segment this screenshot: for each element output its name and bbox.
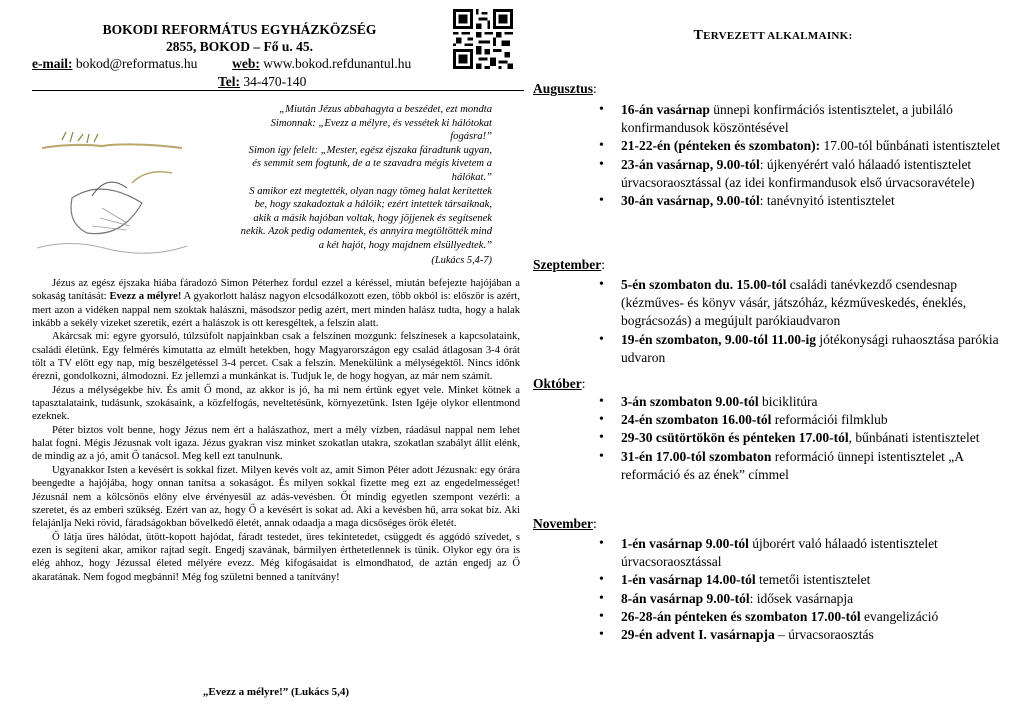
event-item: • 8-án vasárnap 9.00-tól: idősek vasárnapja <box>621 590 1013 608</box>
event-list <box>621 535 1013 644</box>
event-item: • 30-án vasárnap, 9.00-tól: tanévnyitó istentisztelet <box>621 192 1013 210</box>
event-item: • 29-én advent I. vasárnapja – úrvacsoraosztás <box>621 626 1013 644</box>
event-item: • 19-én szombaton, 9.00-tól 11.00-ig jótékonysági ruhaosztása parókia udvaron <box>621 331 1013 367</box>
quote-line: nekik. Azok pedig odamentek, és annyira megtöltötték mind <box>240 226 492 238</box>
quote-line: be, hogy szakadoztak a hálóik; ezért intettek társaiknak, <box>254 199 492 211</box>
closing-verse: „Evezz a mélyre!” (Lukács 5,4) <box>202 686 350 698</box>
event-item: • 3-án szombaton 9.00-tól biciklitúra <box>621 393 1013 411</box>
org-address: 2855, BOKOD – Fő u. 45. <box>165 39 313 54</box>
event-list <box>621 101 1013 210</box>
phone-line <box>218 74 306 90</box>
month-heading: Október: <box>533 376 586 391</box>
event-list <box>621 393 1013 484</box>
qr-code-icon <box>453 9 513 69</box>
event-item: • 5-én szombaton du. 15.00-tól családi tanévkezdő csendesnap (kézműves- és könyv vásár, játszóház, kézművesked​és, éneklés, bográcsozás) a megújult parókiaudvaron <box>621 276 1013 331</box>
quote-line: Simonnak: „Evezz a mélyre, és vessétek ki hálótokat <box>270 117 492 129</box>
schedule-title: TERVEZETT ALKALMAINK: <box>693 28 853 43</box>
event-item: • 26-28-án pénteken és szombaton 17.00-tól evangelizáció <box>621 608 1013 626</box>
body-paragraph: Jézus a mélységekbe hív. És amit Ő mond, az akkor is jó, ha mi nem értünk egyet vele. Minket kötnek a tapasztalataink, tudásunk, szokásaink, a közfelfogás, neveltetésünk, környezetünk. Isten Igéje olykor ellentmond ezeknek. <box>32 384 520 423</box>
event-list <box>621 276 1013 367</box>
month-heading: November: <box>533 516 597 531</box>
quote-line: a két hajót, hogy majdnem elsüllyedtek.” <box>318 239 492 251</box>
tel-value: 34-470-140 <box>243 74 307 89</box>
quote-line: fogásra!” <box>450 131 492 143</box>
email-label: e-mail: <box>32 56 73 71</box>
web-value[interactable]: www.bokod.refdunantul.hu <box>263 56 412 71</box>
org-name: BOKODI REFORMÁTUS EGYHÁZKÖZSÉG <box>102 22 377 37</box>
quote-line: S amikor ezt megtették, olyan nagy tömeg halat kerítettek <box>249 185 492 197</box>
body-paragraph: Ugyanakkor Isten a kevésért is sokkal fizet. Milyen kevés volt az, amit Simon Péter adott Jézusnak: egy órára beengedte a hajójába, hogy onnan tanítsa a sokaságot. És milyen sokkal fizette meg ezt az engedelmességet! Jézusnál nem a kölcsönös előny elve érvényesül az adás-vevésben. Őt mindig egyetlen szempont vezérli: a szeretet, és az emberi szükség. Ezért van az, hogy Ő a kevésért is sokat ad. Aki a kevésben hű, arra sokat bíz. Aki felajánlja Neki rövid, fáradságokban bővelkedő életét, annak odaadja a maga dicsőséges örök életét. <box>32 464 520 530</box>
fishing-boat-illustration <box>32 128 192 268</box>
event-item: • 31-én 17.00-tól szombaton reformáció ünnepi istentisztelet „A reformáció és az ének” címmel <box>621 448 1013 484</box>
contact-line <box>32 56 411 72</box>
body-paragraph: Ő látja üres hálódat, ütött-kopott hajódat, fáradt testedet, üres tekintetedet, csüggedt és aggódó szívedet, s ezen is segíteni akar, amikor rajtad segít. Engedj szavának, bármilyen érthetetlennek is tűnik. Olykor egy óra is elég ahhoz, hogy Jézussal életed mélyére evezz. Még kifogásaidat is elmondhatod, de aztán engedj az Ő akaratának. Nem fogod megbánni! Még fog születni benned a tanítvány! <box>32 531 520 583</box>
event-item: • 24-én szombaton 16.00-tól reformációi filmklub <box>621 411 1013 429</box>
month-heading: Szeptember: <box>533 257 605 272</box>
quote-line: hálókat.” <box>451 171 492 183</box>
event-item: • 21-22-én (pénteken és szombaton): 17.00-tól bűnbánati istentisztelet <box>621 137 1013 155</box>
tel-label: Tel: <box>218 74 241 89</box>
body-paragraph: Jézus az egész éjszaka hiába fáradozó Simon Péterhez fordul ezzel a kéréssel, miután befejezte hajójában a sokaság tanítását: Evezz a mélyre! A gyakorlott halász nagyon elcsodálkozott ezen, több okból is: először is azért, mert azon a vidéken nappal nem szoktak halászni, másodszor pedig azért, mert minden halász tudta, hogy a halak inkább a sekély vizeket szeretik, ezért a halászok is ott keresgéltek, a felszín alatt. <box>32 278 520 330</box>
quote-line: „Miután Jézus abbahagyta a beszédet, ezt mondta <box>279 104 492 115</box>
quote-line: Simon így felelt: „Mester, egész éjszaka fáradtunk ugyan, <box>248 144 492 156</box>
event-item: • 1-én vasárnap 14.00-tól temetői istentisztelet <box>621 571 1013 589</box>
body-paragraph: Péter biztos volt benne, hogy Jézus nem ért a halászathoz, mert a mély vízben, ráadásul nappal nem lehet halat fogni. Mégis Jézusnak volt igaza. Jézus gyakran visz minket szokatlan utakra, szokatlan szabályt állít elénk, de mindig az a jó, amit Ő tanácsol. Meg kell ezt tanulnunk. <box>32 424 520 463</box>
event-item: • 23-án vasárnap, 9.00-tól: újkenyérért való hálaadó istentisztelet úrvacsoraosztással (az idei konfirmandusok első úrvacsoravétele) <box>621 156 1013 192</box>
web-label: web: <box>232 56 260 71</box>
month-heading: Augusztus: <box>533 81 597 96</box>
scripture-quote <box>182 103 492 253</box>
event-item: • 29-30 csütörtökön és pénteken 17.00-tól, bűnbánati istentisztelet <box>621 429 1013 447</box>
scripture-reference: (Lukács 5,4-7) <box>431 255 492 266</box>
quote-line: és semmit sem fogtunk, de a te szavadra mégis kivetem a <box>252 158 492 170</box>
quote-line: akik a másik hajóban voltak, hogy jöjjenek és segítsenek <box>253 212 492 224</box>
email-value[interactable]: bokod@reformatus.hu <box>75 56 198 71</box>
body-paragraph: Akárcsak mi: egyre gyorsuló, túlzsúfolt napjainkban csak a felszínen mozgunk: felszínesek a kapcsolataink, családi életünk. Egy felmérés kimutatta az elmúlt hetekben, hogy Magyarországon egy család átlagosan 3-4 órát tölt a TV előtt egy nap, míg beszélgetéssel 3-4 percet. Csak a felszín. Menekülünk a mélységektől. Nincs időnk érezni, gondolkozni, álmodozni. Ez jellemzi a munkánkat is. Tudjuk le, de hogy hogyan, az már nem számít. <box>32 331 520 383</box>
event-item: • 16-án vasárnap ünnepi konfirmációs istentisztelet, a jubiláló konfirmandusok köszöntésével <box>621 101 1013 137</box>
devotional-text <box>32 277 520 584</box>
event-item: • 1-én vasárnap 9.00-tól újborért való hálaadó istentisztelet úrvacsoraosztással <box>621 535 1013 571</box>
header-divider <box>32 90 524 91</box>
